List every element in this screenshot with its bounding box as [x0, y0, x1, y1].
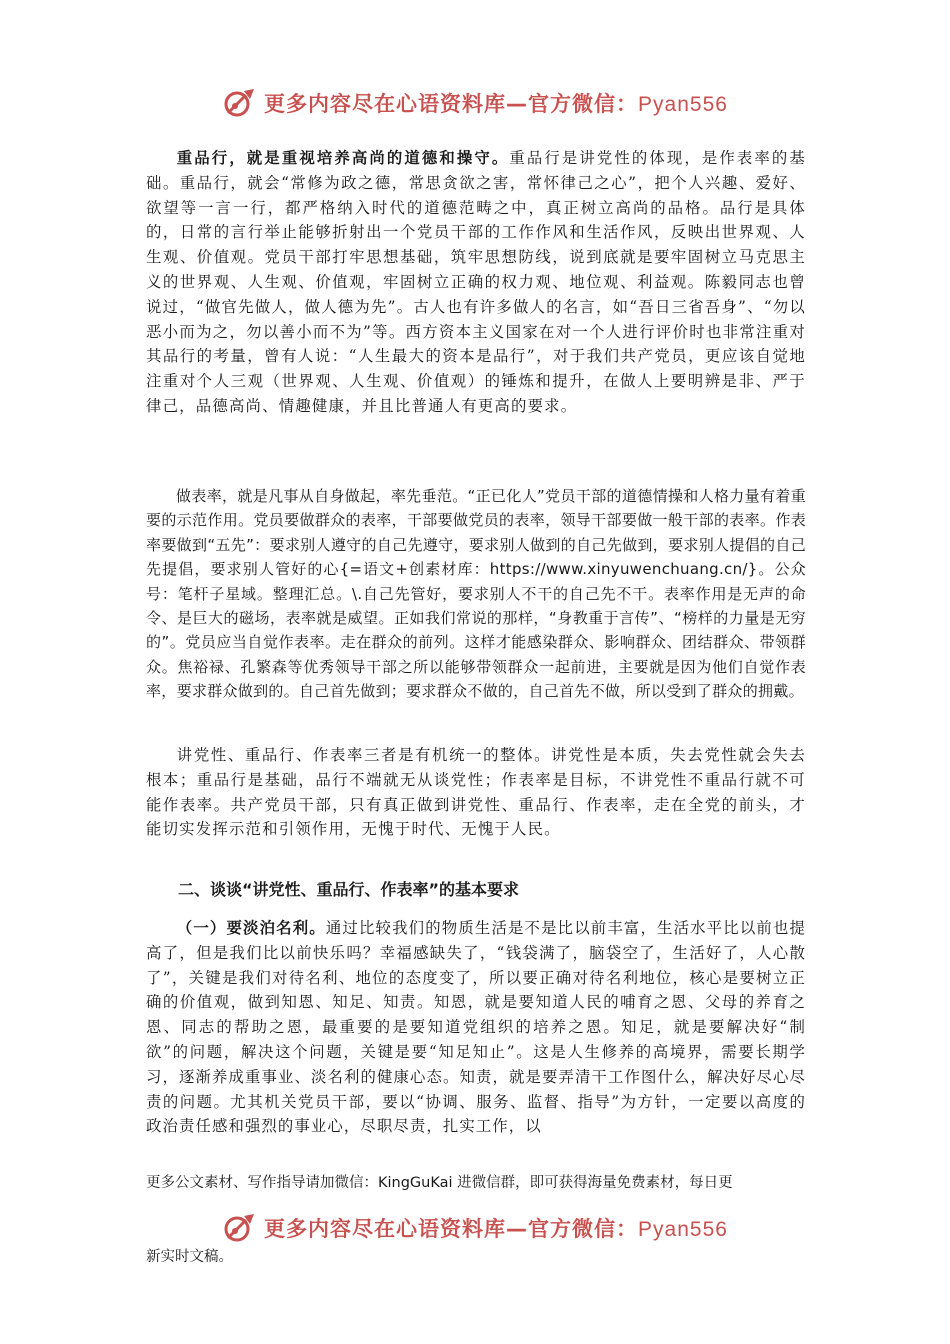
- banner-text: 更多内容尽在心语资料库—官方微信：: [264, 1217, 639, 1241]
- footnote-tail-text: 新实时文稿。: [146, 1249, 233, 1265]
- paragraph-lead: （一）要淡泊名利。: [176, 919, 326, 937]
- section-heading: [146, 878, 806, 902]
- paragraph-body: 做表率，就是凡事从自身做起，率先垂范。“正已化人”党员干部的道德情操和人格力量有着重要的示范作用。党员要做群众的表率，干部要做党员的表率，领导干部要做一般干部的表率。作表率要做到“五先”：要求别人遵守的自己先遵守，要求别人做到的自己先做到，要求别人提倡的自己先提倡，要求别人管好的心{=语文+创素材库：https://www.xinyuwenchuang.cn/}。公众号：笔杆子星域。整理汇总。\.自己先管好，要求别人不干的自己先不干。表率作用是无声的命令、是巨大的磁场，表率就是威望。正如我们常说的那样，“身教重于言传”、“榜样的力量是无穷的”。党员应当自觉作表率。走在群众的前列。这样才能感染群众、影响群众、团结群众、带领群众。焦裕禄、孔繁森等优秀领导干部之所以能够带领群众一起前进，主要就是因为他们自觉作表率，要求群众做到的。自己首先做到；要求群众不做的，自己首先不做，所以受到了群众的拥戴。: [146, 487, 806, 701]
- banner-text: 更多内容尽在心语资料库—官方微信：: [264, 92, 639, 116]
- paragraph-body: 通过比较我们的物质生活是不是比以前丰富，生活水平比以前也提高了，但是我们比以前快乐吗？幸福感缺失了，“钱袋满了，脑袋空了，生活好了，人心散了”，关键是我们对待名利、地位的态度变了，所以要正确对待名利地位，核心是要树立正确的价值观，做到知恩、知足、知责。知恩，就是要知道人民的哺育之恩、父母的养育之恩、同志的帮助之恩，最重要的是要知道党组织的培养之恩。知足，就是要解决好“制欲”的问题，解决这个问题，关键是要“知足知止”。这是人生修养的高境界，需要长期学习，逐渐养成重事业、淡名利的健康心态。知责，就是要弄清干工作图什么，解决好尽心尽责的问题。尤其机关党员干部，要以“协调、服务、监督、指导”为方针，一定要以高度的政治责任感和强烈的事业心，尽职尽责，扎实工作，以: [146, 919, 806, 1136]
- library-logo-icon: [222, 87, 258, 119]
- banner-wechat-id: Pyan556: [638, 1218, 728, 1241]
- watermark-banner-top: [0, 83, 950, 123]
- paragraph-body: 讲党性、重品行、作表率三者是有机统一的整体。讲党性是本质，失去党性就会失去根本；重品行是基础，品行不端就无从谈党性；作表率是目标，不讲党性不重品行就不可能作表率。共产党员干部，只有真正做到讲党性、重品行、作表率，走在全党的前头，才能切实发挥示范和引领作用，无愧于时代、无愧于人民。: [146, 746, 806, 839]
- paragraph-lead: 重品行，就是重视培养高尚的道德和操守。: [176, 149, 510, 167]
- paragraph-character: [146, 146, 806, 419]
- footnote-continuation: [146, 1246, 806, 1268]
- paragraph-unity: [146, 743, 806, 842]
- paragraph-fame: [146, 916, 806, 1139]
- library-logo-icon: [222, 1212, 258, 1244]
- banner-wechat-id: Pyan556: [638, 93, 728, 116]
- footnote: [146, 1172, 806, 1194]
- paragraph-example: [146, 484, 806, 704]
- footnote-text: 更多公文素材、写作指导请加微信：KingGuKai 进微信群，即可获得海量免费素材，每日更: [146, 1175, 733, 1191]
- watermark-banner-bottom: [0, 1208, 950, 1248]
- section-heading-text: 二、谈谈“讲党性、重品行、作表率”的基本要求: [178, 880, 520, 899]
- paragraph-body: 重品行是讲党性的体现，是作表率的基础。重品行，就会“常修为政之德，常思贪欲之害，常怀律己之心”，把个人兴趣、爱好、欲望等一言一行，都严格纳入时代的道德范畴之中，真正树立高尚的品格。品行是具体的，日常的言行举止能够折射出一个党员干部的工作作风和生活作风，反映出世界观、人生观、价值观。党员干部打牢思想基础，筑牢思想防线，说到底就是要牢固树立马克思主义的世界观、人生观、价值观，牢固树立正确的权力观、地位观、利益观。陈毅同志也曾说过，“做官先做人，做人德为先”。古人也有许多做人的名言，如“吾日三省吾身”、“勿以恶小而为之，勿以善小而不为”等。西方资本主义国家在对一个人进行评价时也非常注重对其品行的考量，曾有人说：“人生最大的资本是品行”，对于我们共产党员，更应该自觉地注重对个人三观（世界观、人生观、价值观）的锤炼和提升，在做人上要明辨是非、严于律己，品德高尚、情趣健康，并且比普通人有更高的要求。: [146, 149, 806, 415]
